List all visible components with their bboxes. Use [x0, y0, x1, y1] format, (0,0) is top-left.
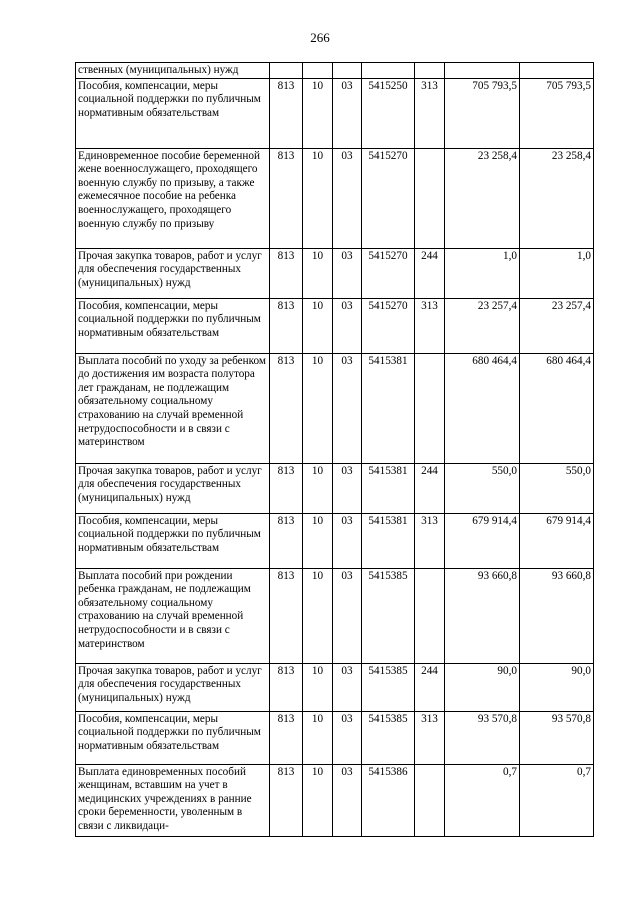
expense-type-cell — [415, 353, 445, 463]
target-article-cell: 5415270 — [362, 248, 415, 298]
expense-type-cell — [415, 568, 445, 663]
ministry-code-cell: 813 — [270, 248, 303, 298]
item-name-cell: ственных (муниципальных) нужд — [76, 63, 270, 79]
amount-cell-2: 1,0 — [520, 248, 594, 298]
ministry-code-cell: 813 — [270, 663, 303, 711]
subsection-code-cell: 03 — [333, 663, 362, 711]
amount-cell-1: 23 258,4 — [445, 148, 520, 248]
item-name-cell: Пособия, компенсации, меры социальной поддержки по публичным нормативным обязательствам — [76, 298, 270, 353]
target-article-cell: 5415270 — [362, 148, 415, 248]
ministry-code-cell: 813 — [270, 298, 303, 353]
ministry-code-cell: 813 — [270, 764, 303, 836]
subsection-code-cell: 03 — [333, 463, 362, 513]
subsection-code-cell: 03 — [333, 78, 362, 148]
item-name-cell: Пособия, компенсации, меры социальной поддержки по публичным нормативным обязательствам — [76, 78, 270, 148]
item-name-cell: Выплата пособий при рождении ребенка гражданам, не подлежащим обязательному социальному страхованию на случай временной нетрудоспособности и в связи с материнством — [76, 568, 270, 663]
target-article-cell: 5415385 — [362, 711, 415, 764]
section-code-cell: 10 — [303, 513, 333, 568]
item-name-cell: Прочая закупка товаров, работ и услуг для обеспечения государственных (муниципальных) нужд — [76, 463, 270, 513]
table-row — [76, 78, 594, 148]
table-row — [76, 298, 594, 353]
item-name-cell: Выплата пособий по уходу за ребенком до достижения им возраста полутора лет гражданам, не подлежащим обязательному социальному страхованию на случай временной нетрудоспособности и в связи с материнством — [76, 353, 270, 463]
subsection-code-cell: 03 — [333, 513, 362, 568]
amount-cell-2: 90,0 — [520, 663, 594, 711]
amount-cell-2: 93 570,8 — [520, 711, 594, 764]
target-article-cell: 5415385 — [362, 663, 415, 711]
table-row — [76, 148, 594, 248]
amount-cell-2 — [520, 63, 594, 79]
amount-cell-1: 93 570,8 — [445, 711, 520, 764]
table-row — [76, 353, 594, 463]
table-row — [76, 248, 594, 298]
subsection-code-cell: 03 — [333, 764, 362, 836]
ministry-code-cell: 813 — [270, 353, 303, 463]
table-body — [76, 63, 594, 837]
section-code-cell: 10 — [303, 78, 333, 148]
amount-cell-1: 680 464,4 — [445, 353, 520, 463]
subsection-code-cell: 03 — [333, 353, 362, 463]
item-name-cell: Пособия, компенсации, меры социальной поддержки по публичным нормативным обязательствам — [76, 711, 270, 764]
table-row — [76, 513, 594, 568]
expense-type-cell: 313 — [415, 513, 445, 568]
expense-type-cell: 313 — [415, 78, 445, 148]
amount-cell-1: 23 257,4 — [445, 298, 520, 353]
expense-type-cell: 244 — [415, 663, 445, 711]
subsection-code-cell: 03 — [333, 711, 362, 764]
section-code-cell: 10 — [303, 463, 333, 513]
table-row — [76, 711, 594, 764]
amount-cell-2: 23 257,4 — [520, 298, 594, 353]
ministry-code-cell: 813 — [270, 78, 303, 148]
expense-type-cell — [415, 148, 445, 248]
section-code-cell: 10 — [303, 764, 333, 836]
expense-type-cell: 244 — [415, 248, 445, 298]
expense-type-cell: 313 — [415, 298, 445, 353]
subsection-code-cell: 03 — [333, 148, 362, 248]
ministry-code-cell: 813 — [270, 711, 303, 764]
target-article-cell: 5415381 — [362, 463, 415, 513]
section-code-cell: 10 — [303, 298, 333, 353]
budget-table — [75, 62, 594, 837]
subsection-code-cell: 03 — [333, 298, 362, 353]
amount-cell-2: 23 258,4 — [520, 148, 594, 248]
table-row — [76, 663, 594, 711]
amount-cell-1: 1,0 — [445, 248, 520, 298]
amount-cell-1: 679 914,4 — [445, 513, 520, 568]
ministry-code-cell — [270, 63, 303, 79]
subsection-code-cell: 03 — [333, 568, 362, 663]
section-code-cell: 10 — [303, 663, 333, 711]
item-name-cell: Прочая закупка товаров, работ и услуг для обеспечения государственных (муниципальных) нужд — [76, 248, 270, 298]
amount-cell-1 — [445, 63, 520, 79]
section-code-cell: 10 — [303, 248, 333, 298]
subsection-code-cell — [333, 63, 362, 79]
expense-type-cell — [415, 63, 445, 79]
section-code-cell: 10 — [303, 711, 333, 764]
table-row — [76, 63, 594, 79]
table-row — [76, 463, 594, 513]
expense-type-cell: 244 — [415, 463, 445, 513]
amount-cell-2: 0,7 — [520, 764, 594, 836]
section-code-cell — [303, 63, 333, 79]
subsection-code-cell: 03 — [333, 248, 362, 298]
amount-cell-1: 0,7 — [445, 764, 520, 836]
target-article-cell: 5415381 — [362, 513, 415, 568]
amount-cell-2: 680 464,4 — [520, 353, 594, 463]
table-row — [76, 764, 594, 836]
page-number: 266 — [310, 30, 330, 45]
ministry-code-cell: 813 — [270, 568, 303, 663]
amount-cell-1: 90,0 — [445, 663, 520, 711]
amount-cell-2: 93 660,8 — [520, 568, 594, 663]
amount-cell-1: 550,0 — [445, 463, 520, 513]
item-name-cell: Пособия, компенсации, меры социальной поддержки по публичным нормативным обязательствам — [76, 513, 270, 568]
item-name-cell: Прочая закупка товаров, работ и услуг для обеспечения государственных (муниципальных) нужд — [76, 663, 270, 711]
item-name-cell: Выплата единовременных пособий женщинам, вставшим на учет в медицинских учреждениях в ранние сроки беременности, уволенным в связи с ликвидаци- — [76, 764, 270, 836]
amount-cell-2: 679 914,4 — [520, 513, 594, 568]
section-code-cell: 10 — [303, 148, 333, 248]
target-article-cell: 5415381 — [362, 353, 415, 463]
table-row — [76, 568, 594, 663]
amount-cell-2: 705 793,5 — [520, 78, 594, 148]
target-article-cell: 5415250 — [362, 78, 415, 148]
amount-cell-1: 705 793,5 — [445, 78, 520, 148]
expense-type-cell — [415, 764, 445, 836]
ministry-code-cell: 813 — [270, 463, 303, 513]
target-article-cell: 5415385 — [362, 568, 415, 663]
target-article-cell — [362, 63, 415, 79]
target-article-cell: 5415386 — [362, 764, 415, 836]
ministry-code-cell: 813 — [270, 148, 303, 248]
target-article-cell: 5415270 — [362, 298, 415, 353]
amount-cell-2: 550,0 — [520, 463, 594, 513]
item-name-cell: Единовременное пособие беременной жене военнослужащего, проходящего военную службу по призыву, а также ежемесячное пособие на ребенка военнослужащего, проходящего военную службу по призыву — [76, 148, 270, 248]
expense-type-cell: 313 — [415, 711, 445, 764]
ministry-code-cell: 813 — [270, 513, 303, 568]
section-code-cell: 10 — [303, 353, 333, 463]
section-code-cell: 10 — [303, 568, 333, 663]
amount-cell-1: 93 660,8 — [445, 568, 520, 663]
